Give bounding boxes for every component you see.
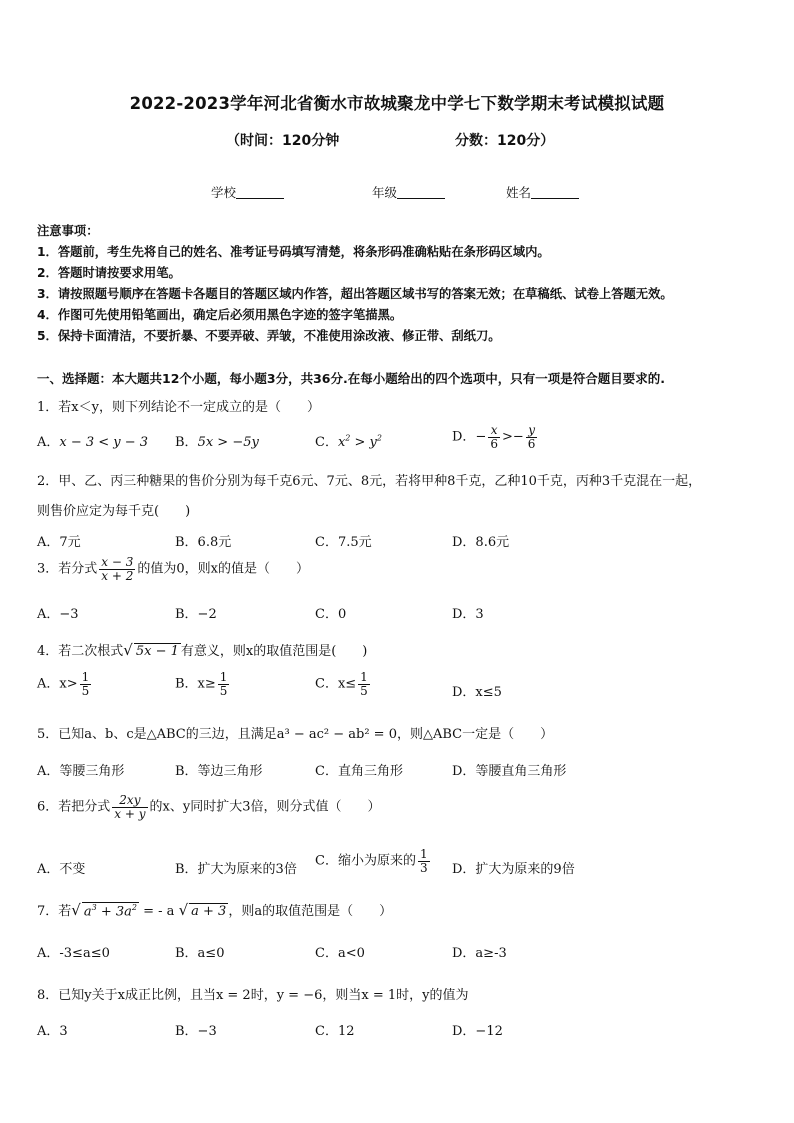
note-item: 4．作图可先使用铅笔画出，确定后必须用黑色字迹的签字笔描黑。 [37,308,403,322]
question-5-option-c: C．直角三角形 [315,764,403,779]
question-4-stem: 4．若二次根式√ 5x − 1 有意义，则x的取值范围是( ) [37,641,368,659]
question-3-option-c: C．0 [315,607,347,622]
question-6-stem: 6．若把分式 $\frac{2xy}{x + y}$ 的x、y同时扩大3倍，则分式值（ ） [37,793,381,821]
question-7-option-d: D．a≥-3 [452,946,507,961]
note-item: 1．答题前，考生先将自己的姓名、准考证号码填写清楚，将条形码准确粘贴在条形码区域内。 [37,245,550,259]
question-1-option-c: C．$x^2 > y^2$ [315,433,382,450]
time-label: （时间：120分钟 [226,133,340,149]
question-6-option-d: D．扩大为原来的9倍 [452,862,575,877]
question-4-option-d: D．x≤5 [452,685,502,700]
question-2-option-d: D．8.6元 [452,535,510,550]
section-heading: 一、选择题：本大题共12个小题，每小题3分，共36分.在每小题给出的四个选项中，只有一项是符合题目要求的. [37,371,665,386]
question-7-option-a: A．-3≤a≤0 [37,946,110,961]
question-6-option-a: A．不变 [37,862,86,877]
question-5-stem: 5．已知a、b、c是△ABC的三边，且满足a³ − ac² − ab² = 0，则△ABC一定是（ ） [37,727,554,742]
question-4-option-b: B．x≥ $\frac{1}{5}$ [175,670,228,698]
note-item: 3．请按照题号顺序在答题卡各题目的答题区域内作答，超出答题区域书写的答案无效；在草稿纸、试卷上答题无效。 [37,287,673,301]
name-blank [531,186,579,199]
question-6-option-b: B．扩大为原来的3倍 [175,862,297,877]
question-3-option-b: B．−2 [175,607,217,622]
note-item: 5．保持卡面清洁，不要折暴、不要弄破、弄皱，不准使用涂改液、修正带、刮纸刀。 [37,329,501,343]
question-6-option-c: C．缩小为原来的 $\frac{1}{3}$ [315,847,428,875]
score-label: 分数：120分） [455,133,555,149]
question-7-option-c: C．a<0 [315,946,365,961]
question-7-stem: 7．若√ $a^3 + 3a^2$ = - a √ a + 3 ，则a的取值范围是（ ） [37,901,393,919]
grade-blank [397,186,445,199]
question-8-option-d: D．−12 [452,1024,503,1039]
grade-field: 年级 [372,183,445,201]
question-8-option-b: B．−3 [175,1024,217,1039]
page-title: 2022-2023学年河北省衡水市故城聚龙中学七下数学期末考试模拟试题 [129,94,665,113]
question-5-option-d: D．等腰直角三角形 [452,764,567,779]
question-8-stem: 8．已知y关于x成正比例，且当x = 2时，y = −6，则当x = 1时，y的值为 [37,988,469,1003]
school-blank [236,186,284,199]
question-8-option-a: A．3 [37,1024,68,1039]
question-7-option-b: B．a≤0 [175,946,225,961]
question-3-option-a: A．−3 [37,607,79,622]
question-2-option-c: C．7.5元 [315,535,372,550]
question-1-stem: 1．若x＜y，则下列结论不一定成立的是（ ） [37,400,320,415]
question-1-option-b: B．5x > −5y [175,435,259,450]
question-1-option-d: D．− $\frac{x}{6}$ >− $\frac{y}{6}$ [452,423,536,451]
question-2-option-a: A．7元 [37,535,81,550]
question-3-stem: 3．若分式 $\frac{x - 3}{x + 2}$ 的值为0，则x的值是（ ） [37,555,309,583]
name-field: 姓名 [506,183,579,201]
question-2-stem-line1: 2．甲、乙、丙三种糖果的售价分别为每千克6元、7元、8元，若将甲种8千克，乙种10千克，丙种3千克混在一起， [37,474,702,489]
notes-heading: 注意事项： [37,224,99,238]
question-4-option-a: A．x> $\frac{1}{5}$ [37,670,90,698]
question-4-option-c: C．x≤ $\frac{1}{5}$ [315,670,368,698]
question-3-option-d: D．3 [452,607,484,622]
notes-section [37,221,767,347]
question-2-option-b: B．6.8元 [175,535,232,550]
question-1-option-a: A．x − 3 < y − 3 [37,435,149,450]
school-field: 学校 [211,183,284,201]
note-item: 2．答题时请按要求用笔。 [37,266,181,280]
question-2-stem-line2: 则售价应定为每千克( ) [37,504,191,519]
question-5-option-b: B．等边三角形 [175,764,263,779]
question-8-option-c: C．12 [315,1024,355,1039]
question-5-option-a: A．等腰三角形 [37,764,125,779]
